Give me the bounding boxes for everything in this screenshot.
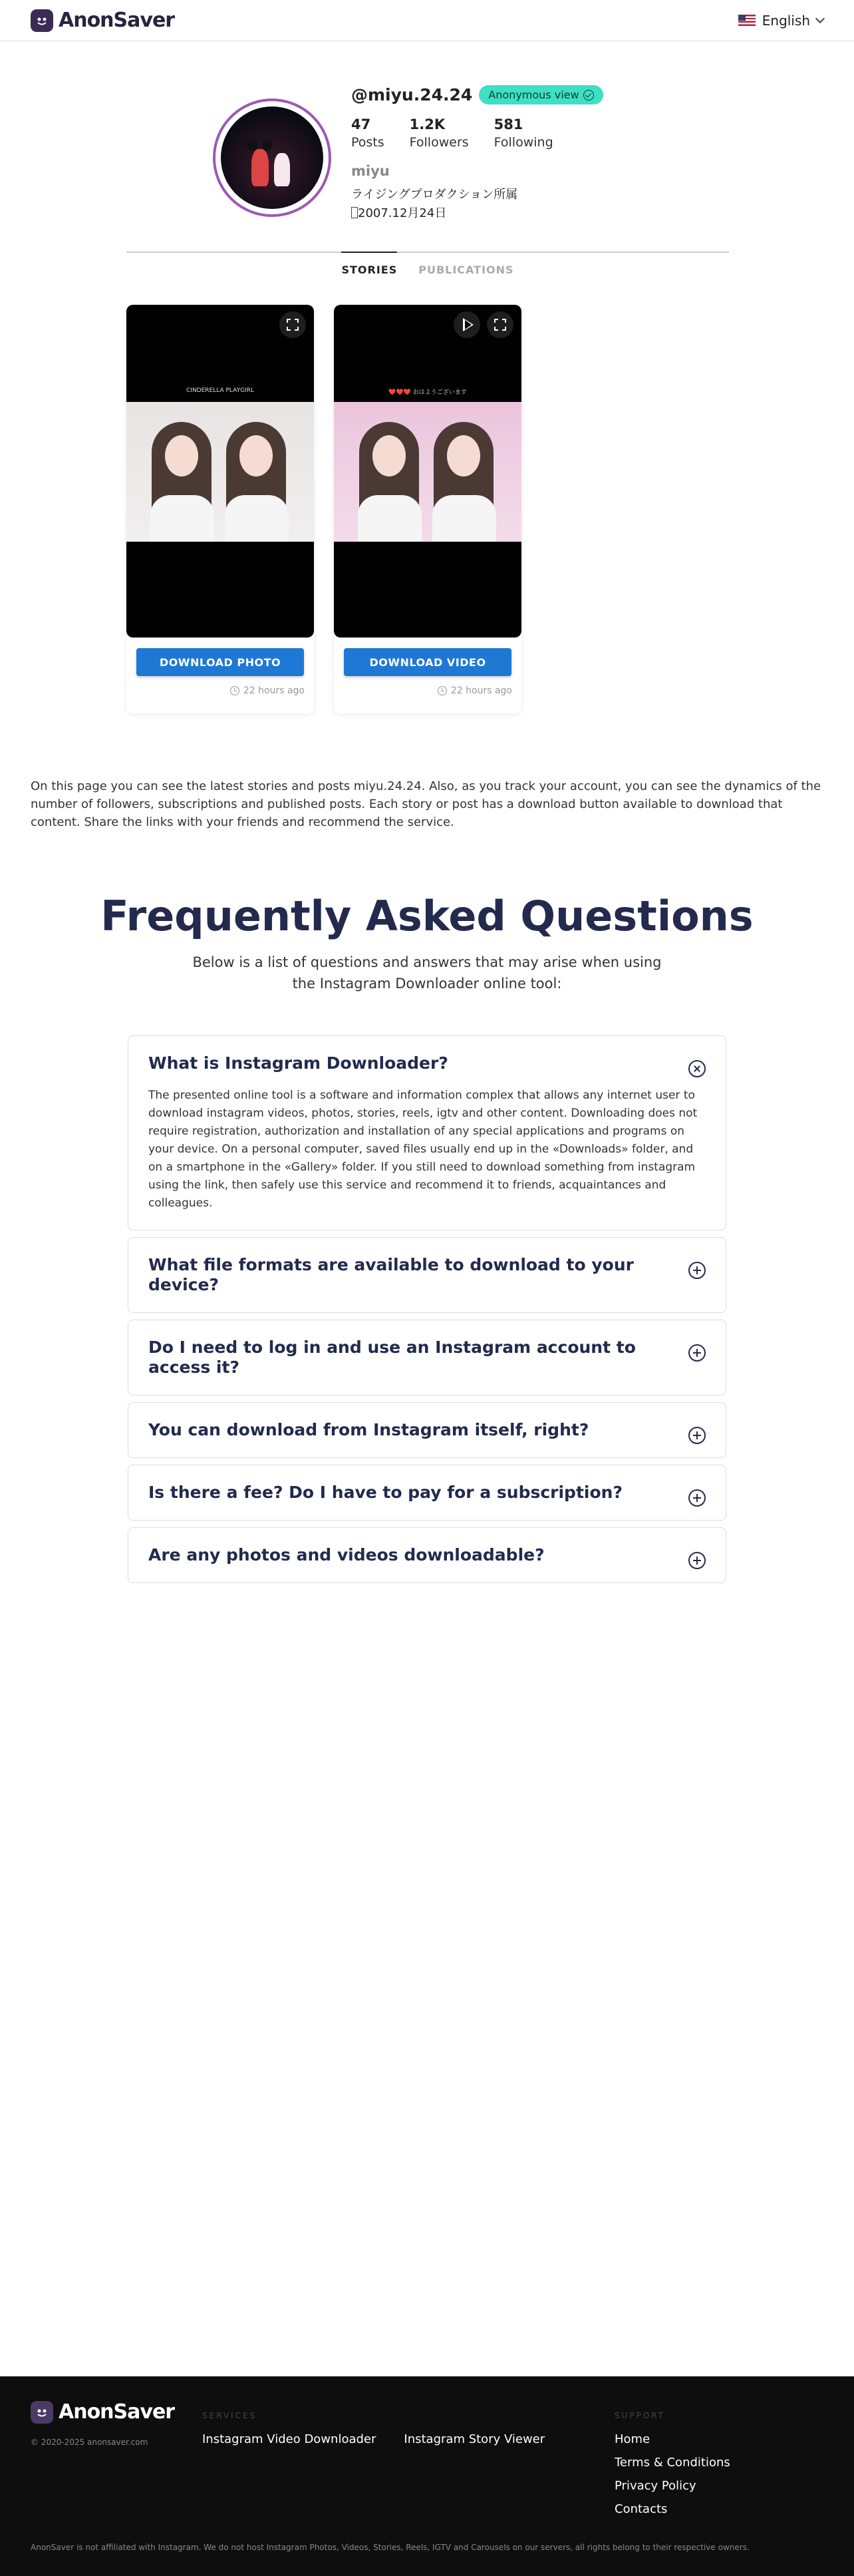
plus-circle-icon[interactable] (688, 1489, 706, 1507)
profile-stats (351, 116, 603, 150)
stat-posts (351, 116, 384, 150)
stat-label: Posts (351, 135, 384, 150)
profile-section (213, 85, 678, 232)
faq-item[interactable] (128, 1402, 726, 1458)
photo-figure (353, 415, 426, 542)
language-selector[interactable] (738, 13, 823, 29)
stat-followers (410, 116, 469, 150)
avatar-detail (262, 140, 273, 150)
faq-answer: The presented online tool is a software and information complex that allows any internet user to download instagram videos, photos, stories, reels, igtv and other content. Downloading does not require registration, authorization and installation of any special applications and programs on your device. On a personal computer, saved files usually end up in the «Downloads» folder, and on a smartphone in the «Gallery» folder. If you still need to download something from instagram using the link, then safely use this service and recommend it to friends, acquaintances and colleagues. (148, 1089, 698, 1210)
tab-stories[interactable]: STORIES (341, 252, 397, 285)
faq-subtitle: Below is a list of questions and answers that may arise when using the Instagram Downloader online tool: (192, 954, 662, 992)
faq-question: What is Instagram Downloader? (148, 1053, 448, 1073)
site-logo[interactable] (31, 9, 174, 32)
logo-face-icon (31, 9, 53, 32)
story-card (334, 305, 521, 713)
profile-full-name: miyu (351, 163, 390, 179)
footer-copyright: © 2020-2025 anonsaver.com (31, 2438, 148, 2447)
bio-line: ライジングプロダクション所属 (351, 188, 518, 202)
expand-icon (287, 319, 299, 331)
fullscreen-button[interactable] (487, 311, 513, 338)
story-caption: CINDERELLA PLAYGIRL (186, 387, 254, 394)
site-header (0, 0, 854, 41)
download-photo-button[interactable]: DOWNLOAD PHOTO (136, 648, 304, 676)
footer-link-story-viewer[interactable]: Instagram Story Viewer (404, 2432, 545, 2446)
expand-icon (494, 319, 506, 331)
footer-services-title: SERVICES (202, 2411, 257, 2420)
faq-item[interactable] (128, 1527, 726, 1583)
story-time (334, 685, 521, 696)
faq-question: Are any photos and videos downloadable? (148, 1545, 545, 1564)
faq-item[interactable] (128, 1465, 726, 1521)
plus-circle-icon[interactable] (688, 1427, 706, 1444)
story-media[interactable] (334, 305, 521, 638)
bio-line (351, 204, 603, 223)
missing-glyph-icon (351, 207, 358, 218)
content-tabs (126, 252, 729, 285)
profile-bio (351, 186, 603, 223)
stat-value: 1.2K (409, 116, 446, 132)
us-flag-icon (738, 15, 756, 26)
photo-figure (145, 415, 218, 542)
story-media[interactable] (126, 305, 314, 638)
footer-support-title: SUPPORT (615, 2411, 666, 2420)
footer-link-contacts[interactable]: Contacts (615, 2502, 668, 2516)
time-label: 22 hours ago (450, 685, 512, 696)
photo-figure (219, 415, 293, 542)
faq-question: What file formats are available to download to your device? (148, 1255, 634, 1294)
footer-logo[interactable] (31, 2400, 174, 2424)
plus-circle-icon[interactable] (688, 1344, 706, 1362)
check-circle-icon (583, 90, 594, 100)
close-circle-icon[interactable] (688, 1060, 706, 1077)
footer-link-video-downloader[interactable]: Instagram Video Downloader (202, 2432, 376, 2446)
faq-title: Frequently Asked Questions (100, 892, 754, 940)
clock-icon (230, 686, 239, 695)
bio-date: 2007.12月24日 (358, 206, 447, 220)
faq-question: You can download from Instagram itself, right? (148, 1420, 589, 1439)
site-footer (0, 2376, 854, 2576)
stat-value: 581 (494, 116, 523, 132)
story-time (126, 685, 314, 696)
page-description: On this page you can see the latest stories and posts miyu.24.24. Also, as you track your account, you can see the dynamics of the number of followers, subscriptions and published posts. Each story or post has a download button available to download that content. Share the links with your friends and recommend the service. (31, 779, 821, 829)
footer-link-terms[interactable]: Terms & Conditions (615, 2456, 730, 2470)
story-photo (334, 402, 521, 542)
language-label: English (762, 12, 810, 29)
footer-support (615, 2411, 730, 2525)
footer-services (202, 2411, 545, 2446)
footer-logo-text: AnonSaver (59, 2400, 175, 2424)
play-icon (463, 318, 474, 331)
plus-circle-icon[interactable] (688, 1552, 706, 1569)
tab-publications[interactable]: PUBLICATIONS (418, 264, 514, 276)
stat-following (494, 116, 553, 150)
avatar (221, 106, 323, 209)
avatar-detail (251, 149, 269, 186)
footer-link-privacy[interactable]: Privacy Policy (615, 2479, 696, 2493)
photo-figure (427, 415, 500, 542)
chevron-down-icon (815, 14, 825, 23)
faq-list (128, 1035, 726, 1590)
logo-face-icon (31, 2401, 53, 2424)
clock-icon (438, 686, 447, 695)
footer-disclaimer: AnonSaver is not affiliated with Instagram. We do not host Instagram Photos, Videos, Stories, Reels, IGTV and Carousels on our servers, all rights belong to their respective owners. (31, 2543, 750, 2552)
avatar-detail (274, 153, 290, 186)
time-label: 22 hours ago (243, 685, 305, 696)
stat-label: Followers (409, 135, 469, 150)
stat-label: Following (494, 135, 553, 150)
badge-label: Anonymous view (488, 89, 579, 101)
profile-username: @miyu.24.24 (351, 85, 473, 104)
stat-value: 47 (351, 116, 371, 132)
footer-link-home[interactable]: Home (615, 2432, 650, 2446)
faq-item[interactable] (128, 1035, 726, 1230)
story-caption: ❤️❤️❤️ おはようございます (388, 389, 467, 396)
stories-grid (126, 305, 521, 713)
faq-item[interactable] (128, 1237, 726, 1313)
story-card (126, 305, 314, 713)
story-photo (126, 402, 314, 542)
play-button[interactable] (454, 311, 480, 338)
faq-item[interactable] (128, 1320, 726, 1395)
download-video-button[interactable]: DOWNLOAD VIDEO (344, 648, 511, 676)
profile-info (351, 85, 603, 223)
faq-question: Do I need to log in and use an Instagram account to access it? (148, 1338, 636, 1377)
avatar-ring (213, 98, 331, 217)
faq-question: Is there a fee? Do I have to pay for a subscription? (148, 1483, 623, 1502)
plus-circle-icon[interactable] (688, 1262, 706, 1279)
anonymous-view-badge (479, 85, 603, 104)
fullscreen-button[interactable] (279, 311, 306, 338)
logo-text: AnonSaver (59, 9, 175, 32)
